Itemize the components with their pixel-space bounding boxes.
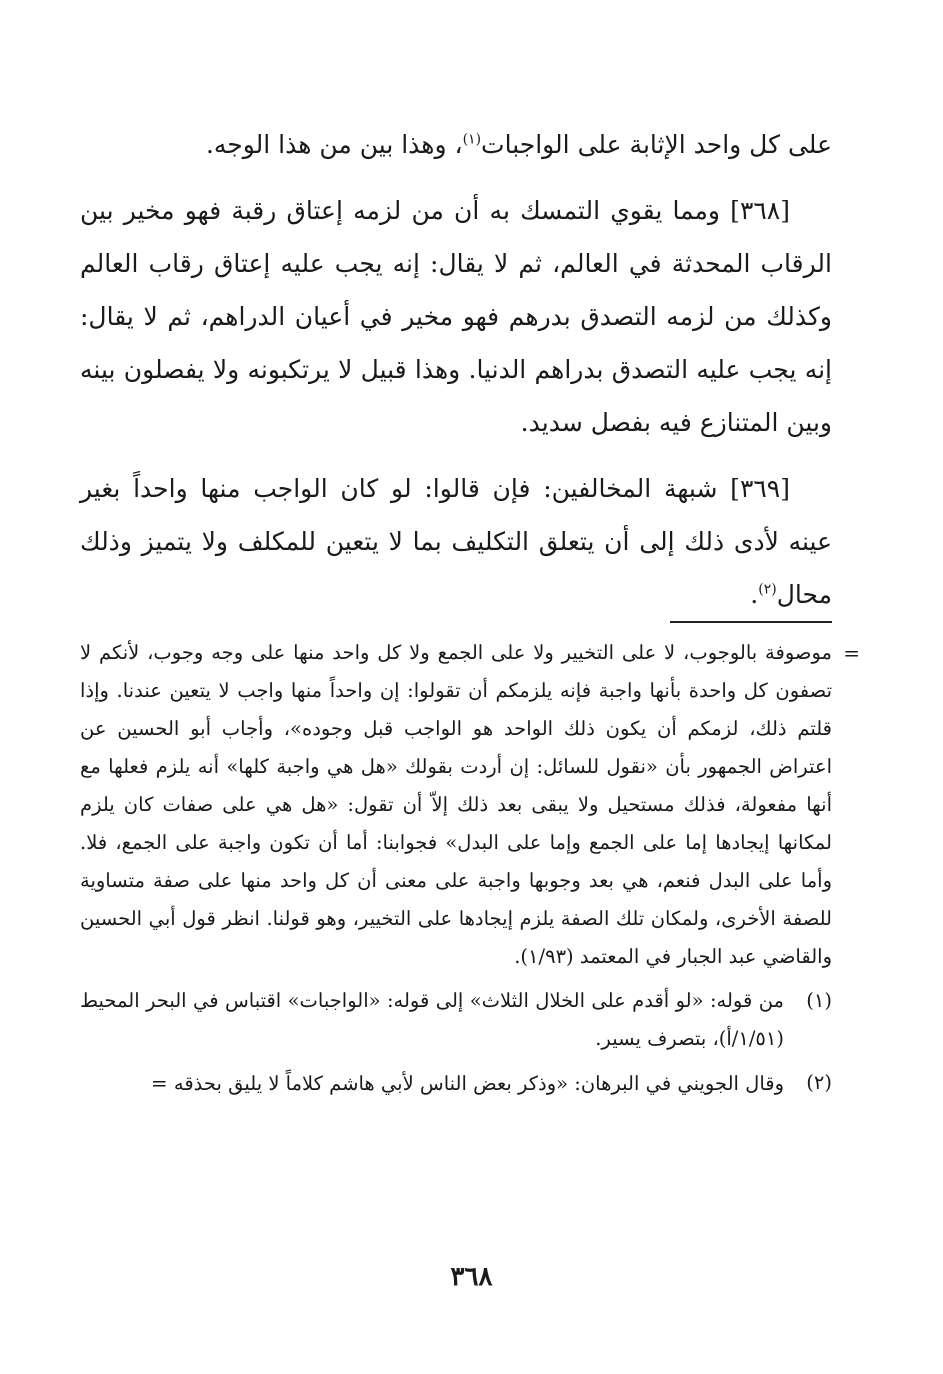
continuation-mark: = xyxy=(843,641,860,665)
paragraph-368: [٣٦٨] ومما يقوي التمسك به أن من لزمه إعتاق رقبة فهو مخير بين الرقاب المحدثة في العالم، ثم لا يقال: إنه يجب عليه إعتاق رقاب العالم وكذلك من لزمه التصدق بدرهم فهو مخير في أعيان الدراهم، ثم لا يقال: إنه يجب عليه التصدق بدراهم الدنيا. وهذا قبيل لا يرتكبونه ولا يفصلون بينه وبين المتنازع فيه بفصل سديد. xyxy=(80,196,832,437)
footnote-1-text: من قوله: «لو أقدم على الخلال الثلاث» إلى قوله: «الواجبات» اقتباس في البحر المحيط (١/٥١/أ)، بتصرف يسير. xyxy=(80,989,784,1050)
paragraph-369 xyxy=(80,462,832,621)
main-text xyxy=(80,118,832,621)
paragraph-1-tail: ، وهذا بين من هذا الوجه. xyxy=(205,130,463,159)
paragraph-1 xyxy=(80,118,832,171)
footnotes xyxy=(80,634,860,1103)
footnote-2-number: (٢) xyxy=(806,1071,832,1094)
footnote-1-number: (١) xyxy=(806,989,832,1012)
page-number: ٣٦٨ xyxy=(450,1262,493,1292)
paragraph-369-text: [٣٦٩] شبهة المخالفين: فإن قالوا: لو كان الواجب منها واحداً بغير عينه لأدى ذلك إلى أن يتعلق التكليف بما لا يتعين للمكلف ولا يتميز وذلك محال xyxy=(80,474,832,609)
footnote-ref-1: (١) xyxy=(462,131,482,148)
paragraph-369-tail: . xyxy=(750,580,759,609)
paragraph-1-text: على كل واحد الإثابة على الواجبات xyxy=(481,130,832,159)
footnote-1 xyxy=(80,982,832,1058)
footnote-continuation xyxy=(80,634,860,976)
footnote-continuation-text: موصوفة بالوجوب، لا على التخيير ولا على الجمع ولا كل واحد منها على وجه وجوب، لأنكم لا تصفون كل واحدة بأنها واجبة فإنه يلزمكم أن تقولوا: إن واحداً منها واجب لا يتعين عندنا. وإذا قلتم ذلك، لزمكم أن يكون ذلك الواحد هو الواجب قبل وجوده»، وأجاب أبو الحسين عن اعتراض الجمهور بأن «نقول للسائل: إن أردت بقولك «هل هي واجبة كلها» أنه يلزم فعلها مع أنها مفعولة، فذلك مستحيل ولا يبقى بعد ذلك إلاّ أن تقول: «هل هي على صفات كان يلزم لمكانها إيجادها إما على الجمع وإما على البدل» فجوابنا: أما أن تكون واجبة على الجمع، فلا. وأما على البدل فنعم، هي بعد وجوبها واجبة على معنى أن كل واحد منها على صفة متساوية للصفة الأخرى، ولمكان تلك الصفة يلزم إيجادها على التخيير، وهو قولنا. انظر قول أبي الحسين والقاضي عبد الجبار في المعتمد (١/٩٣). xyxy=(80,641,832,968)
footnote-2-text: وقال الجويني في البرهان: «وذكر بعض الناس لأبي هاشم كلاماً لا يليق بحذقه xyxy=(173,1072,784,1095)
footnote-2-continues-mark: = xyxy=(150,1071,168,1095)
footnote-2 xyxy=(80,1064,832,1103)
footnote-separator xyxy=(670,621,832,623)
footnote-ref-2: (٢) xyxy=(758,581,777,598)
